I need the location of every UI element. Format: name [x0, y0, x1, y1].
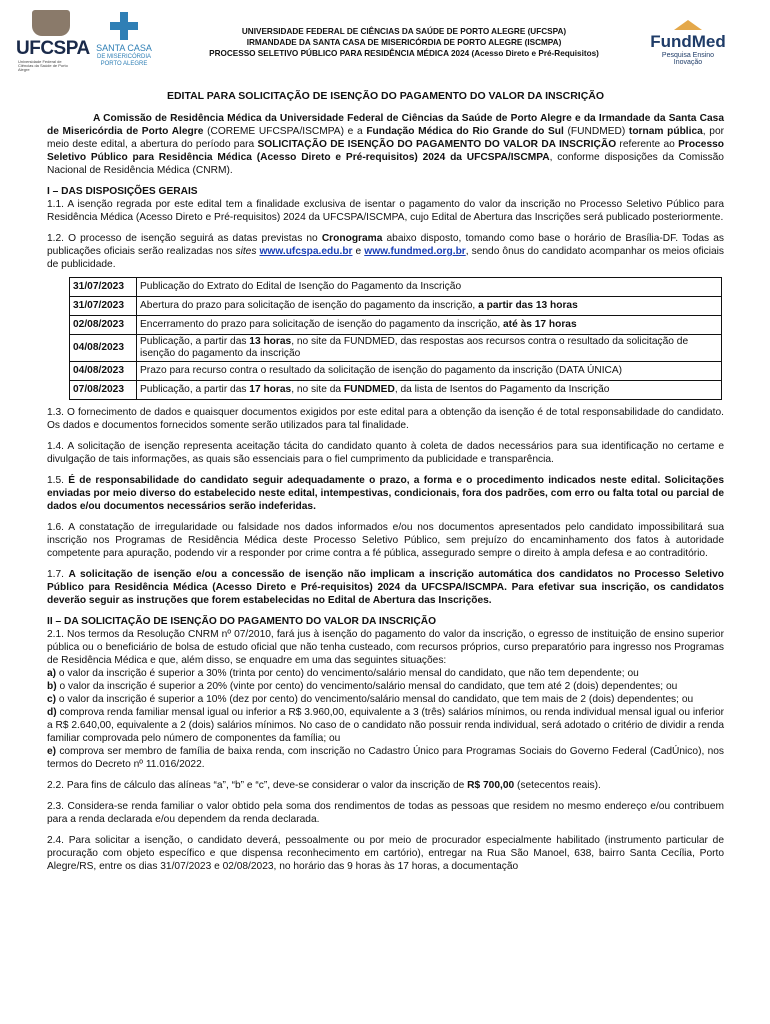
- item-e-label: e): [47, 746, 57, 757]
- p12-text-a: 1.2. O processo de isenção seguirá as datas previstas no: [47, 233, 322, 244]
- paragraph-1-5: [47, 474, 724, 513]
- p17-num: 1.7.: [47, 569, 69, 580]
- intro-bold-2: Fundação Médica do Rio Grande do Sul: [366, 126, 564, 137]
- paragraph-1-2: [47, 232, 724, 271]
- paragraph-1-3: 1.3. O fornecimento de dados e quaisquer documentos exigidos por este edital para a obtenção da isenção é de total responsabilidade do candidato. Os dados e documentos fornecidos somente serão utilizados para tal finalidade.: [47, 407, 724, 431]
- row-text-a: Encerramento do prazo para solicitação de isenção do pagamento da inscrição,: [140, 319, 504, 330]
- header-line-2: IRMANDADE DA SANTA CASA DE MISERICÓRDIA DE PORTO ALEGRE (ISCMPA): [246, 38, 562, 47]
- row-text: Publicação do Extrato do Edital de Isenção do Pagamento da Inscrição: [137, 278, 722, 297]
- row-text-c: , da lista de Isentos do Pagamento da Inscrição: [394, 384, 610, 395]
- ufcspa-emblem-icon: [32, 10, 70, 36]
- row-text-bold-2: FUNDMED: [343, 384, 395, 395]
- paragraph-1-6: 1.6. A constatação de irregularidade ou falsidade nos dados informados e/ou nos documentos apresentados pelo candidato impossibilitará sua inscrição nos Programas de Residência Médica deste Processo Seletivo Público, sem prejuízo do encaminhamento dos fatos à autoridade competente para apuração, podendo vir a responder por crime contra a fé pública, assegurado sempre o direito à ampla defesa e ao contraditório.: [47, 522, 724, 559]
- paragraph-1-7: [47, 568, 724, 607]
- row-text-bold: 13 horas: [249, 336, 292, 347]
- intro-bold-5: Processo Seletivo Público para Residência Médica (Acesso Direto e Pré-requisitos) 2024 da UFCSPA/ISCMPA: [47, 139, 725, 163]
- p15-bold: É de responsabilidade do candidato seguir adequadamente o prazo, a forma e o procedimento indicados neste edital. Solicitações enviadas por meio diverso do estabelecido neste edital, intempestivas, condicionais, fora dos padrões, com erro ou falta total ou parcial de dados e/ou documentos necessários serão indeferidas.: [47, 475, 724, 512]
- intro-paragraph: [47, 112, 724, 177]
- item-a-text: o valor da inscrição é superior a 30% (trinta por cento) do vencimento/salário mensal do candidato, que não tem dependente; ou: [56, 668, 639, 679]
- row-date: 04/08/2023: [70, 335, 137, 362]
- section-2-heading: II – DA SOLICITAÇÃO DE ISENÇÃO DO PAGAMENTO DO VALOR DA INSCRIÇÃO: [47, 616, 437, 627]
- row-text-bold: a partir das 13 horas: [478, 300, 578, 311]
- item-d-text: comprova renda familiar mensal igual ou inferior a R$ 3.960,00, equivalente a 3 (três) salários mínimos, ou renda individual mensal igual ou inferior a R$ 2.640,00, equivalente a 2 (dois) salários mínimos. No caso de o candidato não possuir renda individual, será adotado o critério de dividir a renda familiar comprovada pelo número de componentes da família; ou: [47, 707, 724, 744]
- paragraph-1-1: 1.1. A isenção regrada por este edital tem a finalidade exclusiva de isentar o pagamento do valor da inscrição no Processo Seletivo Público para Residência Médica (Acesso Direto e Pré-requisitos) 2024 da UFCSPA/ISCMPA, cujo Edital de Abertura das Inscrições será publicado posteriormente.: [47, 199, 724, 223]
- intro-bold-4: SOLICITAÇÃO DE ISENÇÃO DO PAGAMENTO DO VALOR DA INSCRIÇÃO: [257, 139, 617, 150]
- santa-casa-logo-text: SANTA CASA: [96, 43, 152, 53]
- cross-icon: [110, 12, 138, 40]
- item-a-label: a): [47, 668, 57, 679]
- header-institutions: [170, 26, 638, 59]
- item-d-label: d): [47, 707, 57, 718]
- row-date: 02/08/2023: [70, 316, 137, 335]
- paragraph-2-4: 2.4. Para solicitar a isenção, o candidato deverá, pessoalmente ou por meio de procurador especialmente habilitado (instrumento particular de procuração com objeto específico e que dispensa reconhecimento em cartório), entregar na Rua São Manoel, 638, bairro Santa Cecília, Porto Alegre/RS, entre os dias 31/07/2023 e 02/08/2023, no horário das 9 horas às 17 horas, a documentação: [47, 835, 724, 872]
- p12-text-c: abaixo disposto, tomando como base o horário de Brasília-DF. Todas as publicações oficiais serão realizadas nos: [47, 233, 724, 257]
- intro-text-5: , conforme disposições da Comissão Nacional de Residência Médica (CNRM).: [47, 152, 724, 176]
- paragraph-2-1: 2.1. Nos termos da Resolução CNRM nº 07/2010, fará jus à isenção do pagamento do valor da inscrição, o egresso de instituição de ensino superior pública ou o beneficiário de bolsa de estudo oficial que não tenha custeado, com recursos próprios, curso preparatório para ingresso nos Programas de Residência Médica e que, além disso, se enquadre em uma das seguintes situações:: [47, 629, 724, 666]
- ufcspa-link[interactable]: www.ufcspa.edu.br: [259, 246, 353, 257]
- item-e: [47, 745, 724, 771]
- row-text: [137, 335, 722, 362]
- paragraph-1-4: 1.4. A solicitação de isenção representa aceitação tácita do candidato quanto à coleta de dados necessários para sua identificação no certame e divulgação de tais informações, as quais são essenciais para o fiel cumprimento da publicidade e transparência.: [47, 441, 724, 465]
- fundmed-logo-text: FundMed: [650, 32, 726, 51]
- p12-cronograma: Cronograma: [321, 233, 383, 244]
- item-c-label: c): [47, 694, 57, 705]
- intro-bold-3: tornam pública: [628, 126, 703, 137]
- p12-text-e: e: [352, 246, 365, 257]
- intro-bold-1: A Comissão de Residência Médica da Universidade Federal de Ciências da Saúde de Porto Alegre e da Irmandade da Santa Casa de Misericórdia de Porto Alegre: [47, 113, 724, 137]
- table-row: [70, 316, 722, 335]
- row-text: [137, 381, 722, 400]
- table-row: [70, 381, 722, 400]
- item-a: [47, 667, 724, 680]
- table-row: [70, 362, 722, 381]
- p12-sites: sites: [235, 246, 257, 257]
- row-date: 07/08/2023: [70, 381, 137, 400]
- p15-num: 1.5.: [47, 475, 69, 486]
- intro-text-4: referente ao: [616, 139, 679, 150]
- row-text-b: , no site da: [291, 384, 344, 395]
- table-row: [70, 297, 722, 316]
- row-text: [137, 316, 722, 335]
- item-b-text: o valor da inscrição é superior a 20% (vinte por cento) do vencimento/salário mensal do candidato, que tem até 2 (dois) dependentes; ou: [56, 681, 678, 692]
- document-title: EDITAL PARA SOLICITAÇÃO DE ISENÇÃO DO PAGAMENTO DO VALOR DA INSCRIÇÃO: [166, 90, 605, 102]
- table-row: [70, 278, 722, 297]
- item-c: [47, 693, 724, 706]
- ufcspa-logo-subtext: Universidade Federal de Ciências da Saúde de Porto Alegre: [18, 59, 68, 72]
- intro-text-3: , por meio deste edital, a abertura do período para: [47, 126, 725, 150]
- paragraph-2-2: [47, 779, 724, 792]
- row-text-bold: até às 17 horas: [503, 319, 577, 330]
- row-text-b: , no site da FUNDMED, das respostas aos recursos contra o resultado da solicitação de isenção do pagamento da inscrição: [140, 336, 689, 359]
- document-body: [47, 90, 724, 881]
- p12-text-f: , sendo ônus do candidato acompanhar os meios oficiais de publicidade.: [47, 246, 724, 270]
- row-date: 04/08/2023: [70, 362, 137, 381]
- item-b: [47, 680, 724, 693]
- table-row: [70, 335, 722, 362]
- santa-casa-logo-subtext: DE MISERICÓRDIA PORTO ALEGRE: [96, 54, 151, 67]
- row-text-a: Abertura do prazo para solicitação de isenção do pagamento da inscrição,: [140, 300, 479, 311]
- p22-bold: R$ 700,00: [467, 780, 515, 791]
- p17-bold: A solicitação de isenção e/ou a concessão de isenção não implicam a inscrição automática dos candidatos no Processo Seletivo Público para Residência Médica (Acesso Direto e Pré-requisitos) 2024 da UFCSPA/ISCMPA. Para efetivar sua inscrição, os candidatos deverão seguir as instruções que forem estabelecidas no Edital de Abertura das Inscrições.: [47, 569, 724, 606]
- cronograma-table: [69, 277, 722, 400]
- header-line-3: PROCESSO SELETIVO PÚBLICO PARA RESIDÊNCIA MÉDICA 2024 (Acesso Direto e Pré-Requisitos): [209, 49, 599, 58]
- fundmed-link[interactable]: www.fundmed.org.br: [364, 246, 466, 257]
- item-e-text: comprova ser membro de família de baixa renda, com inscrição no Cadastro Único para Programas Sociais do Governo Federal (CadÚnico), nos termos do Decreto nº 11.016/2022.: [47, 746, 724, 770]
- roof-icon: [674, 20, 702, 30]
- santa-casa-logo: [94, 12, 154, 70]
- ufcspa-logo: [16, 10, 90, 72]
- fundmed-logo-subtext: Pesquisa Ensino Inovação: [661, 52, 715, 66]
- row-text-a: Publicação, a partir das: [140, 336, 250, 347]
- header-line-1: UNIVERSIDADE FEDERAL DE CIÊNCIAS DA SAÚDE DE PORTO ALEGRE (UFCSPA): [241, 27, 567, 36]
- fundmed-logo: [650, 14, 726, 66]
- item-d: [47, 706, 724, 745]
- item-c-text: o valor da inscrição é superior a 10% (dez por cento) do vencimento/salário mensal do candidato, que tem mais de 2 (dois) dependentes; ou: [56, 694, 694, 705]
- section-1-heading: I – DAS DISPOSIÇÕES GERAIS: [47, 186, 198, 197]
- intro-text-2: (FUNDMED): [563, 126, 629, 137]
- row-text: Prazo para recurso contra o resultado da solicitação de isenção do pagamento da inscrição (DATA ÚNICA): [137, 362, 722, 381]
- row-date: 31/07/2023: [70, 278, 137, 297]
- item-b-label: b): [47, 681, 57, 692]
- row-text-bold: 17 horas: [249, 384, 292, 395]
- row-text-a: Publicação, a partir das: [140, 384, 250, 395]
- ufcspa-logo-text: UFCSPA: [16, 38, 90, 59]
- p22-text-a: 2.2. Para fins de cálculo das alíneas “a”, “b” e “c”, deve-se considerar o valor da inscrição de: [47, 780, 468, 791]
- row-date: 31/07/2023: [70, 297, 137, 316]
- intro-text-1: (COREME UFCSPA/ISCMPA) e a: [203, 126, 367, 137]
- row-text: [137, 297, 722, 316]
- p22-text-c: (setecentos reais).: [514, 780, 601, 791]
- paragraph-2-3: 2.3. Considera-se renda familiar o valor obtido pela soma dos rendimentos de todas as pessoas que residem no mesmo endereço e/ou contribuem para a renda declarada e/ou dependem da renda declarada.: [47, 801, 724, 825]
